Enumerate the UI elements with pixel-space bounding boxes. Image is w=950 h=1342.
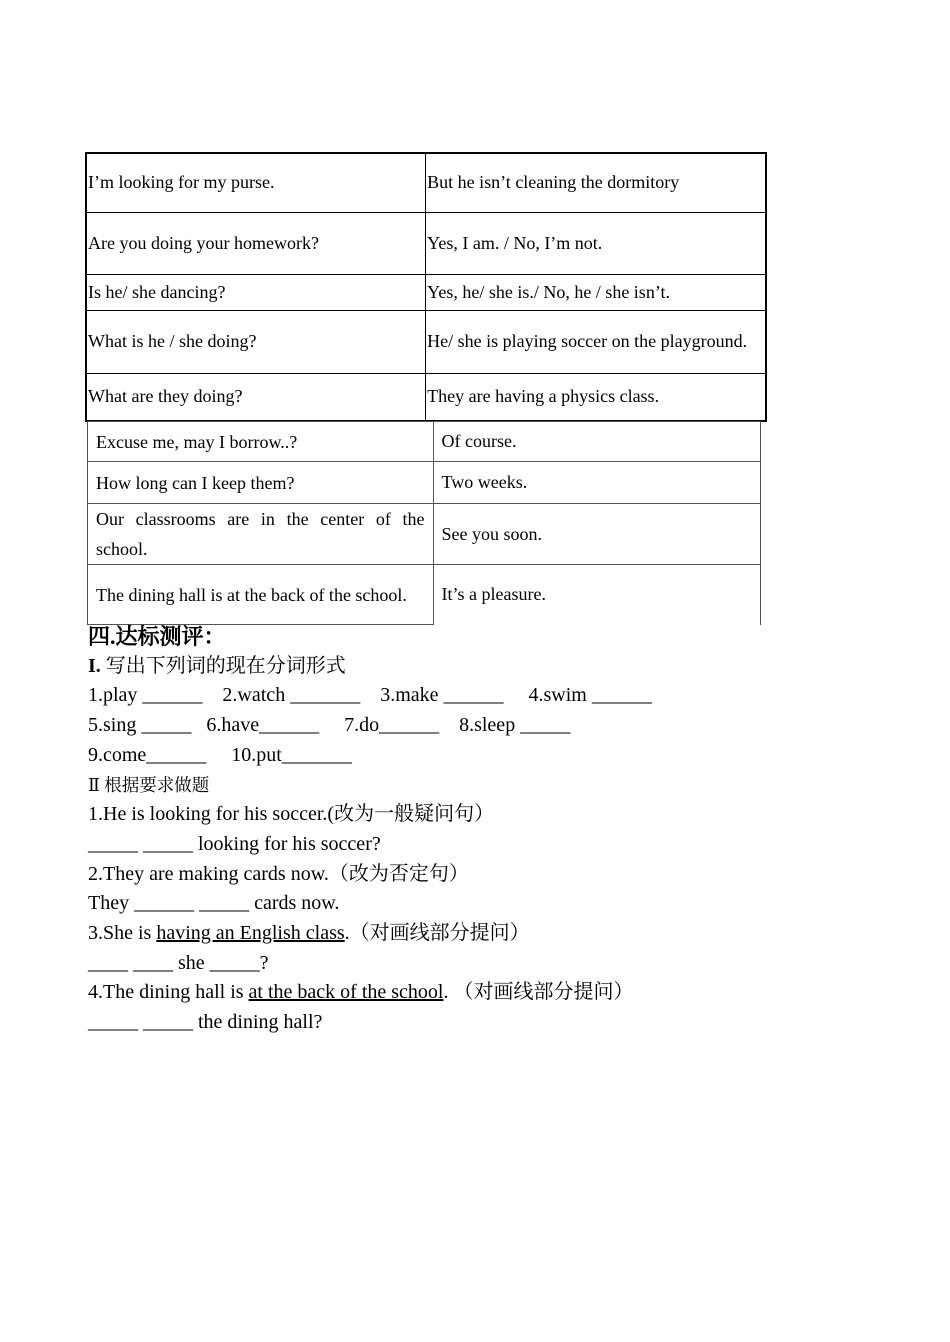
table-cell: See you soon. <box>433 504 761 565</box>
question-2: 2.They are making cards now.（改为否定句） <box>88 862 469 885</box>
table-cell: Yes, he/ she is./ No, he / she isn’t. <box>426 274 766 310</box>
part1-title <box>88 652 848 682</box>
table-row <box>88 504 761 565</box>
section-heading: 四.达标测评： <box>88 624 226 649</box>
question-1: 1.He is looking for his soccer.(改为一般疑问句） <box>88 803 495 826</box>
table-cell: What are they doing? <box>86 373 426 421</box>
exercise-section <box>88 622 848 1038</box>
answer-line-2: They ______ _____ cards now. <box>88 892 340 915</box>
question-4-underlined: at the back of the school <box>248 981 444 1004</box>
table-cell: How long can I keep them? <box>88 462 434 504</box>
question-3-underlined: having an English class <box>156 922 345 945</box>
table-cell: Of course. <box>433 422 761 462</box>
part1-label: I. <box>88 654 101 677</box>
part2-title: Ⅱ 根据要求做题 <box>88 774 210 795</box>
question-3-pre: 3.She is <box>88 922 157 945</box>
table-cell: Yes, I am. / No, I’m not. <box>426 212 766 274</box>
exercise-line: 9.come______ 10.put_______ <box>88 743 352 766</box>
table-cell: The dining hall is at the back of the school. <box>88 565 434 625</box>
table-cell: I’m looking for my purse. <box>86 153 426 212</box>
table-cell: Our classrooms are in the center of the school. <box>88 504 434 565</box>
question-4 <box>88 978 848 1008</box>
question-4-post: . （对画线部分提问） <box>443 981 634 1004</box>
part1-title-text: 写出下列词的现在分词形式 <box>100 654 346 677</box>
dialogue-table-2 <box>87 421 761 625</box>
table-row <box>88 462 761 504</box>
dialogue-table-1 <box>85 152 767 422</box>
answer-line-4: _____ _____ the dining hall? <box>88 1011 323 1034</box>
table-cell: Are you doing your homework? <box>86 212 426 274</box>
table-row <box>86 373 766 421</box>
table-cell: But he isn’t cleaning the dormitory <box>426 153 766 212</box>
question-3-post: .（对画线部分提问） <box>344 922 530 945</box>
table-row <box>86 274 766 310</box>
table-row <box>86 310 766 373</box>
answer-line-1: _____ _____ looking for his soccer? <box>88 832 381 855</box>
table-row <box>86 212 766 274</box>
table-cell: What is he / she doing? <box>86 310 426 373</box>
answer-line-3: ____ ____ she _____? <box>88 951 269 974</box>
exercise-line: 1.play ______ 2.watch _______ 3.make ______ 4.swim ______ <box>88 684 652 707</box>
table-row <box>88 422 761 462</box>
question-4-pre: 4.The dining hall is <box>88 981 249 1004</box>
table-cell: It’s a pleasure. <box>433 565 761 625</box>
table-cell: They are having a physics class. <box>426 373 766 421</box>
exercise-line: 5.sing _____ 6.have______ 7.do______ 8.sleep _____ <box>88 714 571 737</box>
table-cell: Two weeks. <box>433 462 761 504</box>
table-row <box>86 153 766 212</box>
table-row <box>88 565 761 625</box>
table-cell: Is he/ she dancing? <box>86 274 426 310</box>
table-cell: He/ she is playing soccer on the playground. <box>426 310 766 373</box>
question-3 <box>88 919 848 949</box>
table-cell: Excuse me, may I borrow..? <box>88 422 434 462</box>
